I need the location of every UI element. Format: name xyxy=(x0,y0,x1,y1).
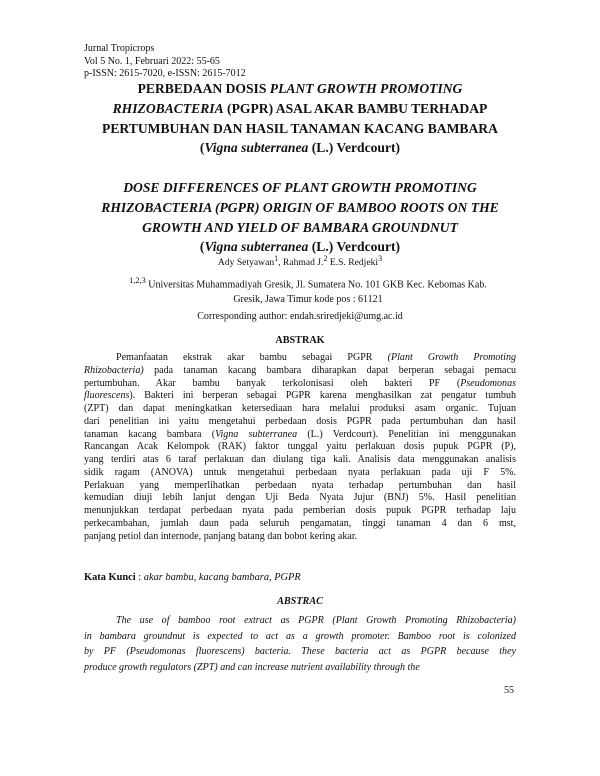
author-list: Ady Setyawan$^1$, Rahmad J.$^2$ E.S. Redjeki$^3$ xyxy=(217,254,383,269)
keywords: Kata Kunci : akar bambu, kacang bambara, PGPR xyxy=(84,572,301,583)
title-english: DOSE DIFFERENCES OF PLANT GROWTH PROMOTING RHIZOBACTERIA (PGPR) ORIGIN OF BAMBOO ROOTS ON THE GROWTH AND YIELD OF BAMBARA GROUNDNUT (Vigna subterranea (L.) Verdcourt) xyxy=(101,180,499,255)
abstrac-body: The use of bamboo root extract as PGPR (Plant Growth Promoting Rhizobacteria) in bambara groundnut is expected to act as a growth promoter. Bamboo root is colonized by PF (Pseudomonas fluorescens) bacteria. These bacteria act as PGPR because they produce growth regulators (ZPT) and can increase nutrient availability through the xyxy=(84,615,516,673)
journal-volume: Vol 5 No. 1, Februari 2022: 55-65 xyxy=(84,55,220,67)
abstrac-heading: ABSTRAC xyxy=(277,596,323,607)
page-number: 55 xyxy=(504,685,514,696)
journal-issn: p-ISSN: 2615-7020, e-ISSN: 2615-7012 xyxy=(84,68,246,80)
journal-header xyxy=(84,43,246,81)
corresponding-author: Corresponding author: endah.sriredjeki@umg.ac.id xyxy=(197,311,403,322)
affiliation: $^{1,2,3}$ Universitas Muhammadiyah Gresik, Jl. Sumatera No. 101 GKB Kec. Kebomas Kab. Gresik, Jawa Timur kode pos : 61121 xyxy=(129,276,487,306)
abstrak-heading: ABSTRAK xyxy=(275,335,325,346)
title-indonesian: PERBEDAAN DOSIS PLANT GROWTH PROMOTING RHIZOBACTERIA (PGPR) ASAL AKAR BAMBU TERHADAP PERTUMBUHAN DAN HASIL TANAMAN KACANG BAMBARA (Vigna subterranea (L.) Verdcourt) xyxy=(102,81,498,156)
abstrak-body: Pemanfaatan ekstrak akar bambu sebagai PGPR (Plant Growth Promoting Rhizobacteria) pada tanaman kacang bambara diharapkan dapat berperan sebagai pemacu pertumbuhan. Akar bambu banyak terkolonisasi oleh bakteri PF (Pseudomonas fluorescens). Bakteri ini berperan sebagai PGPR karena menghasilkan zat pengatur tumbuh (ZPT) dan dapat meningkatkan ketersediaan hara melalui produksi asam organic. Tujuan dari penelitian ini yaitu mengetahui perbedaan dosis PGPR pada pertumbuhan dan hasil tanaman kacang bambara (Vigna subterranea (L.) Verdcourt). Penelitian ini menggunakan Rancangan Acak Kelompok (RAK) faktor tunggal yaitu perlakuan dosis pupuk PGPR (P), yang terdiri atas 6 taraf perlakuan dan diulang tiga kali. Analisis data menggunakan analisis sidik ragam (ANOVA) untuk mengetahui perbedaan nyata perlakuan pada uji F 5%. Perlakuan yang memperlihatkan perbedaan nyata terhadap pertumbuhan dan hasil kemudian diuji lebih lanjut dengan Uji Beda Nyata Jujur (BNJ) 5%. Hasil penelitian menunjukkan terdapat perbedaan nyata pada pemberian dosis pupuk PGPR terhadap laju perkecambahan, jumlah daun pada seluruh pengamatan, tinggi tanaman 4 dan 6 mst, panjang petiol dan internode, panjang batang dan bobot kering akar. xyxy=(84,352,516,542)
journal-name: Jurnal Tropicrops xyxy=(84,43,155,54)
